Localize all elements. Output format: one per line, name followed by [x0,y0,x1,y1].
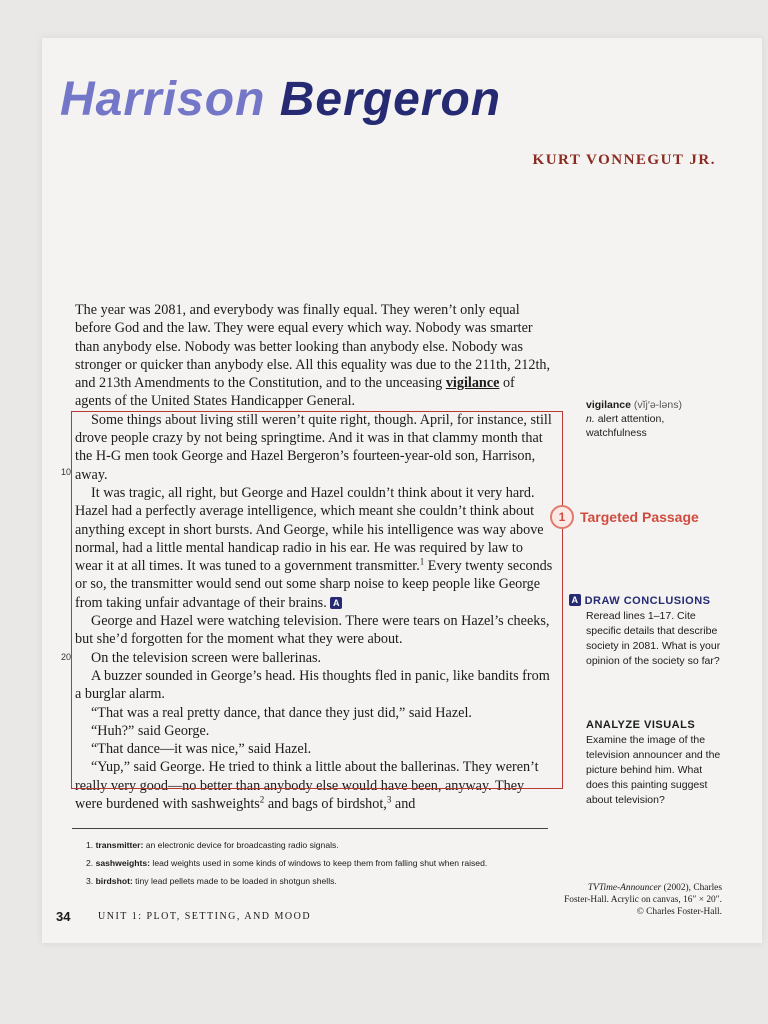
vocab-note-pronunciation: (vĭj′ə-ləns) [633,399,682,411]
footnote-3: 3. birdshot: tiny lead pellets made to be loaded in shotgun shells. [86,876,337,886]
analyze-visuals-heading: ANALYZE VISUALS [586,719,696,731]
footnotes [86,836,556,890]
paragraph-1: The year was 2081, and everybody was finally equal. They weren’t only equal before God and the law. They were equal every which way. Nobody was smarter than anybody else. Nobody was better looking than anybody else. Nobody was stronger or quicker than anybody else. All this equality was due to the 211th, 212th, and 213th Amendments to the Constitution, and to the unceasing vigilance of agents of the United States Handicapper General. [75,302,551,410]
vocab-note [586,398,726,440]
draw-conclusions-marker[interactable]: A [330,597,342,609]
draw-conclusions-icon: A [569,594,581,606]
targeted-passage-number-icon: 1 [550,505,574,529]
analyze-visuals-body: Examine the image of the television announcer and the picture behind him. What does this painting suggest about television? [586,734,721,806]
footnote-2: 2. sashweights: lead weights used in some kinds of windows to keep them from falling shut when raised. [86,858,488,868]
targeted-passage-label[interactable] [550,505,699,529]
page-number: 34 [56,909,71,924]
unit-label: UNIT 1: PLOT, SETTING, AND MOOD [98,911,312,922]
title-word-bergeron: Bergeron [279,73,502,126]
vocab-note-definition: alert attention, watchfulness [586,413,665,439]
story-title [60,73,502,126]
vocab-note-pos: n. [586,413,595,425]
paragraph-7: “That was a real pretty dance, that dance they just did,” said Hazel. [91,704,472,721]
image-caption: TVTime-Announcer (2002), Charles Foster-Hall. Acrylic on canvas, 16″ × 20″. © Charles Foster-Hall. [564,883,722,917]
paragraph-9: “That dance—it was nice,” said Hazel. [91,741,312,758]
caption-title: TVTime-Announcer [587,883,662,893]
draw-conclusions-heading: A DRAW CONCLUSIONS [569,594,729,609]
vocab-note-word: vigilance [586,399,631,411]
line-number-10: 10 [61,467,72,477]
story-text [75,301,553,813]
vocab-word-vigilance[interactable]: vigilance [445,375,500,392]
footnote-ref-1[interactable]: 1 [419,556,425,567]
paragraph-2: Some things about living still weren’t quite right, though. April, for instance, still drove people crazy by not being springtime. And it was in that clammy month that the H-G men took George and Hazel Bergeron’s fourteen-year-old son, Harrison, away. [75,411,552,483]
footnote-1: 1. transmitter: an electronic device for broadcasting radio signals. [86,840,339,850]
paragraph-8: “Huh?” said George. [91,722,210,739]
paragraph-10: “Yup,” said George. He tried to think a little about the ballerinas. They weren’t really very good—no better than anybody else would have been, anyway. They were burdened with sashweights$^2$ and bags of birdshot,$^3$ and [75,759,539,813]
title-word-harrison: Harrison [60,73,266,126]
footnote-divider [72,828,548,829]
footnote-ref-2[interactable]: 2 [259,794,265,805]
targeted-passage-text: Targeted Passage [580,509,699,525]
paragraph-6: A buzzer sounded in George’s head. His thoughts fled in panic, like bandits from a burglar alarm. [75,667,550,703]
paragraph-4: George and Hazel were watching television. There were tears on Hazel’s cheeks, but she’d forgotten for the moment what they were about. [75,613,550,648]
paragraph-3: It was tragic, all right, but George and Hazel couldn’t think about it very hard. Hazel had a perfectly average intelligence, which meant she couldn’t think about anything except in short bursts. And George, while his intelligence was way above normal, had a little mental handicap radio in his ear. He was required by law to wear it at all times. It was tuned to a government transmitter.$^1$ Every twenty seconds or so, the transmitter would send out some sharp noise to keep people like George from taking unfair advantage of their brains. A [75,484,553,611]
footnote-ref-3[interactable]: 3 [386,794,392,805]
analyze-visuals-note [586,718,726,808]
author-name: KURT VONNEGUT JR. [532,152,716,168]
paragraph-5: On the television screen were ballerinas. [91,649,322,666]
draw-conclusions-note [569,594,729,669]
draw-conclusions-body: Reread lines 1–17. Cite specific details that describe society in 2081. What is your opinion of the society so far? [586,610,721,667]
line-number-20: 20 [61,652,72,662]
